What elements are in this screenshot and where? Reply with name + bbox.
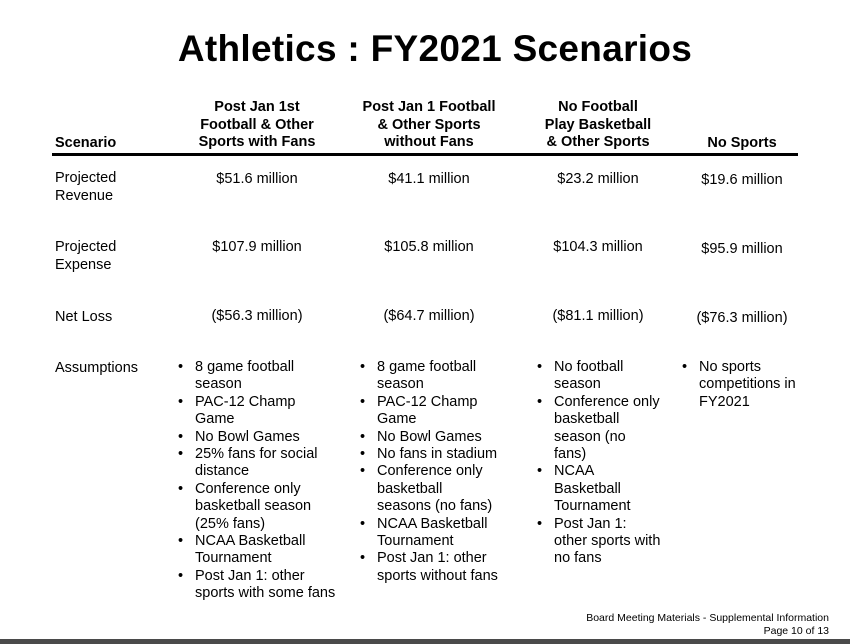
assumption-item: • 8 game football season <box>175 359 355 394</box>
net-loss-cell: ($81.1 million) <box>552 308 644 324</box>
assumption-item: • No Bowl Games <box>357 429 532 446</box>
net-loss-cell: ($76.3 million) <box>696 310 788 326</box>
revenue-cell: $23.2 million <box>557 171 639 187</box>
net-loss-cell: ($64.7 million) <box>383 308 475 324</box>
row-label-net-loss: Net Loss <box>55 309 113 325</box>
column-header-2: Post Jan 1 Football & Other Sports without Fans <box>362 99 496 150</box>
assumptions-list-3 <box>534 359 684 568</box>
expense-cell: $95.9 million <box>701 241 783 257</box>
row-label-revenue: Projected Revenue <box>55 170 117 204</box>
bottom-bar <box>0 639 850 644</box>
assumption-item: • Conference only basketball season (25% fans) <box>175 481 355 533</box>
footer <box>586 612 829 638</box>
assumption-item: • Post Jan 1: other sports with no fans <box>534 516 684 568</box>
assumption-item: • NCAA Basketball Tournament <box>357 516 532 551</box>
assumption-item: • PAC-12 Champ Game <box>175 394 355 429</box>
assumption-item: • 8 game football season <box>357 359 532 394</box>
assumption-item: • Conference only basketball seasons (no fans) <box>357 463 532 515</box>
column-header-3: No Football Play Basketball & Other Sports <box>544 99 652 150</box>
assumption-item: • No sports competitions in FY2021 <box>679 359 814 411</box>
assumptions-list-1 <box>175 359 355 603</box>
row-label-assumptions: Assumptions <box>55 360 139 376</box>
expense-cell: $104.3 million <box>553 239 643 255</box>
assumption-item: • NCAA Basketball Tournament <box>534 463 684 515</box>
assumption-item: • 25% fans for social distance <box>175 446 355 481</box>
column-header-4: No Sports <box>707 135 777 151</box>
row-label-expense: Projected Expense <box>55 239 117 273</box>
assumption-item: • PAC-12 Champ Game <box>357 394 532 429</box>
scenario-header: Scenario <box>55 135 117 151</box>
assumption-item: • No football season <box>534 359 684 394</box>
expense-cell: $105.8 million <box>384 239 474 255</box>
column-header-1: Post Jan 1st Football & Other Sports with Fans <box>198 99 316 150</box>
revenue-cell: $19.6 million <box>701 172 783 188</box>
assumption-item: • No Bowl Games <box>175 429 355 446</box>
page-number: Page 10 of 13 <box>763 625 829 637</box>
expense-cell: $107.9 million <box>212 239 302 255</box>
net-loss-cell: ($56.3 million) <box>211 308 303 324</box>
revenue-cell: $51.6 million <box>216 171 298 187</box>
assumption-item: • No fans in stadium <box>357 446 532 463</box>
page-title: Athletics : FY2021 Scenarios <box>177 28 693 69</box>
header-divider <box>52 153 798 156</box>
revenue-cell: $41.1 million <box>388 171 470 187</box>
assumptions-list-2 <box>357 359 532 585</box>
assumption-item: • NCAA Basketball Tournament <box>175 533 355 568</box>
assumption-item: • Conference only basketball season (no fans) <box>534 394 684 464</box>
assumption-item: • Post Jan 1: other sports with some fans <box>175 568 355 603</box>
assumptions-list-4 <box>679 359 814 411</box>
assumption-item: • Post Jan 1: other sports without fans <box>357 550 532 585</box>
footer-title: Board Meeting Materials - Supplemental Information <box>586 612 829 624</box>
